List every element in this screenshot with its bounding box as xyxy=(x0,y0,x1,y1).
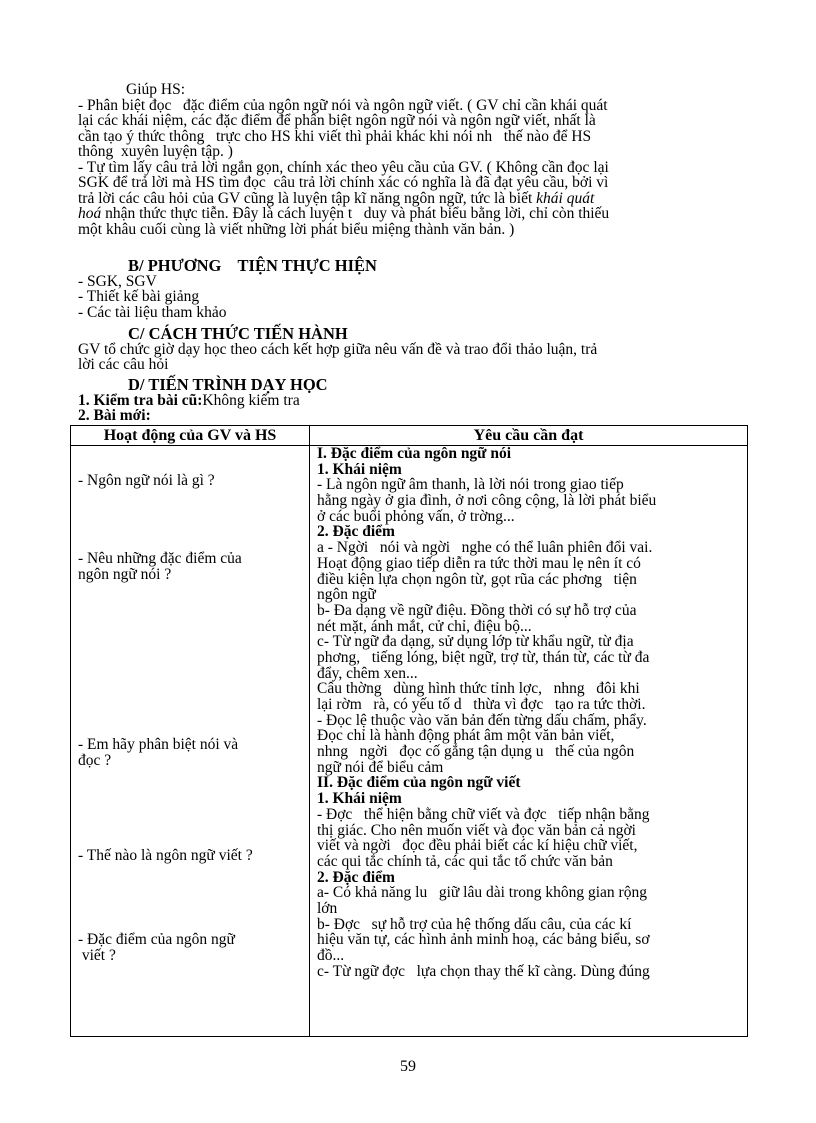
answer-heading: 1. Khái niệm xyxy=(317,790,402,808)
answer-line: lại rờm rà, có yếu tố d thừa vì đợc tạo ra tức thời. xyxy=(317,696,646,713)
intro-line: - Phân biệt đọc đặc điểm của ngôn ngữ nói và ngôn ngữ viết. ( GV chỉ cần khái quát xyxy=(78,96,608,114)
answer-heading: I. Đặc điểm của ngôn ngữ nói xyxy=(317,446,512,462)
section-c-line: lời các câu hỏi xyxy=(78,356,169,373)
section-b xyxy=(78,258,738,320)
answer-line: Câu thờng dùng hình thức tỉnh lợc, nhng đôi khi xyxy=(317,680,640,698)
old-lesson-check-value: Không kiểm tra xyxy=(202,391,300,409)
answer-line: phơng, tiếng lóng, biệt ngữ, trợ từ, thán từ, các từ đa xyxy=(317,648,650,666)
answer-line: - Đợc thể hiện bằng chữ viết và đợc tiếp nhận bằng xyxy=(317,805,650,823)
answer-line: đồ... xyxy=(317,947,345,964)
answer-line: nhng ngời đọc cố gắng tận dụng u thế của ngôn xyxy=(317,743,635,761)
table-row xyxy=(71,446,748,1037)
answer-line: đẩy, chêm xen... xyxy=(317,664,418,682)
intro-block xyxy=(78,82,738,237)
answers-list xyxy=(310,446,747,979)
intro-italic: hoá xyxy=(78,205,102,222)
answer-heading: 2. Đặc điểm xyxy=(317,868,395,886)
intro-text: trả lời các câu hỏi của GV cũng là luyện tập kĩ năng ngôn ngữ, tức là biết xyxy=(78,189,537,207)
lesson-table xyxy=(70,425,748,1037)
old-lesson-check xyxy=(78,393,738,409)
answer-line: - Đọc lệ thuộc vào văn bản đến từng dấu chấm, phẩy. xyxy=(317,711,647,729)
section-d-heading: D/ TIẾN TRÌNH DẠY HỌC xyxy=(128,375,328,394)
intro-line: lại các khái niệm, các đặc điểm để phân biệt ngôn ngữ nói và ngôn ngữ viết, nhất là xyxy=(78,112,596,129)
answer-heading: 2. Đặc điểm xyxy=(317,523,395,541)
section-d xyxy=(78,377,738,424)
new-lesson-text: 2. Bài mới: xyxy=(78,407,151,424)
question-line: đọc ? xyxy=(78,752,112,769)
answer-line: các qui tắc chính tả, các qui tắc tổ chức văn bản xyxy=(317,852,613,870)
answer-line: điều kiện lựa chọn ngôn từ, gọt rũa các phơng tiện xyxy=(317,570,637,588)
intro-italic: khái quát xyxy=(536,189,595,207)
old-lesson-check-label: 1. Kiểm tra bài cũ: xyxy=(78,391,203,409)
question-line: - Thế nào là ngôn ngữ viết ? xyxy=(78,847,253,864)
answer-heading: 1. Khái niệm xyxy=(317,460,402,478)
intro-line: thông xuyên luyện tập. ) xyxy=(78,143,233,160)
intro-lead: Giúp HS: xyxy=(126,81,185,98)
table-header-row xyxy=(71,426,748,446)
answer-line: viết và ngời đọc đều phải biết các kí hiệu chữ viết, xyxy=(317,837,638,855)
question-item xyxy=(78,848,303,864)
answer-line: hiệu văn tự, các hình ảnh minh hoạ, các bảng biểu, sơ xyxy=(317,931,650,949)
answer-line: a- Có khả năng lu giữ lâu dài trong không gian rộng xyxy=(317,884,647,902)
intro-line xyxy=(78,191,738,207)
intro-line: SGK để trả lời mà HS tìm đọc câu trả lời chính xác có nghĩa là đã đạt yêu cầu, bởi vì xyxy=(78,174,609,191)
intro-line: - Tự tìm lấy câu trả lời ngắn gọn, chính xác theo yêu cầu của GV. ( Không cần đọc lại xyxy=(78,158,609,176)
section-b-item: - Các tài liệu tham khảo xyxy=(78,303,227,321)
question-line: ngôn ngữ nói ? xyxy=(78,566,172,583)
answer-line: thị giác. Cho nên muốn viết và đọc văn bản cả ngời xyxy=(317,821,636,839)
intro-text: nhận thức thực tiễn. Đây là cách luyện t duy và phát biểu bằng lời, chỉ còn thiếu xyxy=(101,205,610,222)
answer-heading: II. Đặc điểm của ngôn ngữ viết xyxy=(317,774,521,792)
question-line: - Ngôn ngữ nói là gì ? xyxy=(78,472,215,489)
question-item xyxy=(78,473,303,489)
page-number: 59 xyxy=(400,1058,416,1075)
answer-line: b- Đợc sự hỗ trợ của hệ thống dấu câu, của các kí xyxy=(317,915,632,933)
question-item xyxy=(78,932,303,964)
intro-line xyxy=(78,206,738,222)
answer-line: a - Ngời nói và ngời nghe có thể luân phiên đổi vai. xyxy=(317,539,653,557)
answer-line: lớn xyxy=(317,899,338,917)
header-activities: Hoạt động của GV và HS xyxy=(71,426,310,446)
question-line: - Đặc điểm của ngôn ngữ xyxy=(78,931,235,948)
requirements-cell xyxy=(310,446,748,1037)
question-item xyxy=(78,551,303,583)
answer-line: Hoạt động giao tiếp diễn ra tức thời mau lẹ nên ít có xyxy=(317,554,641,572)
answer-line: b- Đa dạng về ngữ điệu. Đồng thời có sự hỗ trợ của xyxy=(317,601,637,619)
answer-line: c- Từ ngữ đa dạng, sử dụng lớp từ khẩu ngữ, từ địa xyxy=(317,633,634,651)
question-line: - Em hãy phân biệt nói và xyxy=(78,736,239,753)
new-lesson-label xyxy=(78,408,738,424)
question-line: - Nêu những đặc điểm của xyxy=(78,550,242,567)
answer-line: hằng ngày ở gia đình, ở nơi công cộng, là lời phát biểu xyxy=(317,492,657,510)
section-b-item: - SGK, SGV xyxy=(78,272,157,290)
header-requirements: Yêu cầu cần đạt xyxy=(310,426,748,446)
answer-line: c- Từ ngữ đợc lựa chọn thay thế kĩ càng. Dùng đúng xyxy=(317,962,650,980)
answer-line: ngữ nói để biểu cảm xyxy=(317,758,444,776)
answer-line: Đọc chỉ là hành động phát âm một văn bản viết, xyxy=(317,727,615,745)
answer-line: nét mặt, ánh mắt, cử chỉ, điệu bộ... xyxy=(317,617,532,635)
answer-line: ở các buổi phỏng vấn, ở trờng... xyxy=(317,507,515,525)
section-c-line: GV tổ chức giờ dạy học theo cách kết hợp giữa nêu vấn đề và trao đổi thảo luận, trả xyxy=(78,340,598,358)
question-item xyxy=(78,737,303,769)
activities-cell xyxy=(71,446,310,1037)
answer-line: - Là ngôn ngữ âm thanh, là lời nói trong giao tiếp xyxy=(317,476,624,494)
questions-column xyxy=(71,446,309,1036)
section-c xyxy=(78,326,738,373)
section-b-item: - Thiết kế bài giảng xyxy=(78,288,200,305)
answer-line: ngôn ngữ xyxy=(317,586,376,604)
section-b-heading: B/ PHƯƠNG TIỆN THỰC HIỆN xyxy=(128,256,377,275)
intro-line: một khâu cuối cùng là viết những lời phát biểu miệng thành văn bản. ) xyxy=(78,220,515,238)
question-line: viết ? xyxy=(78,947,116,964)
section-c-heading: C/ CÁCH THỨC TIẾN HÀNH xyxy=(128,324,348,343)
intro-line: cần tạo ý thức thông trực cho HS khi viết thì phải khác khi nói nh thế nào để HS xyxy=(78,127,592,145)
answers-column xyxy=(310,446,747,1036)
